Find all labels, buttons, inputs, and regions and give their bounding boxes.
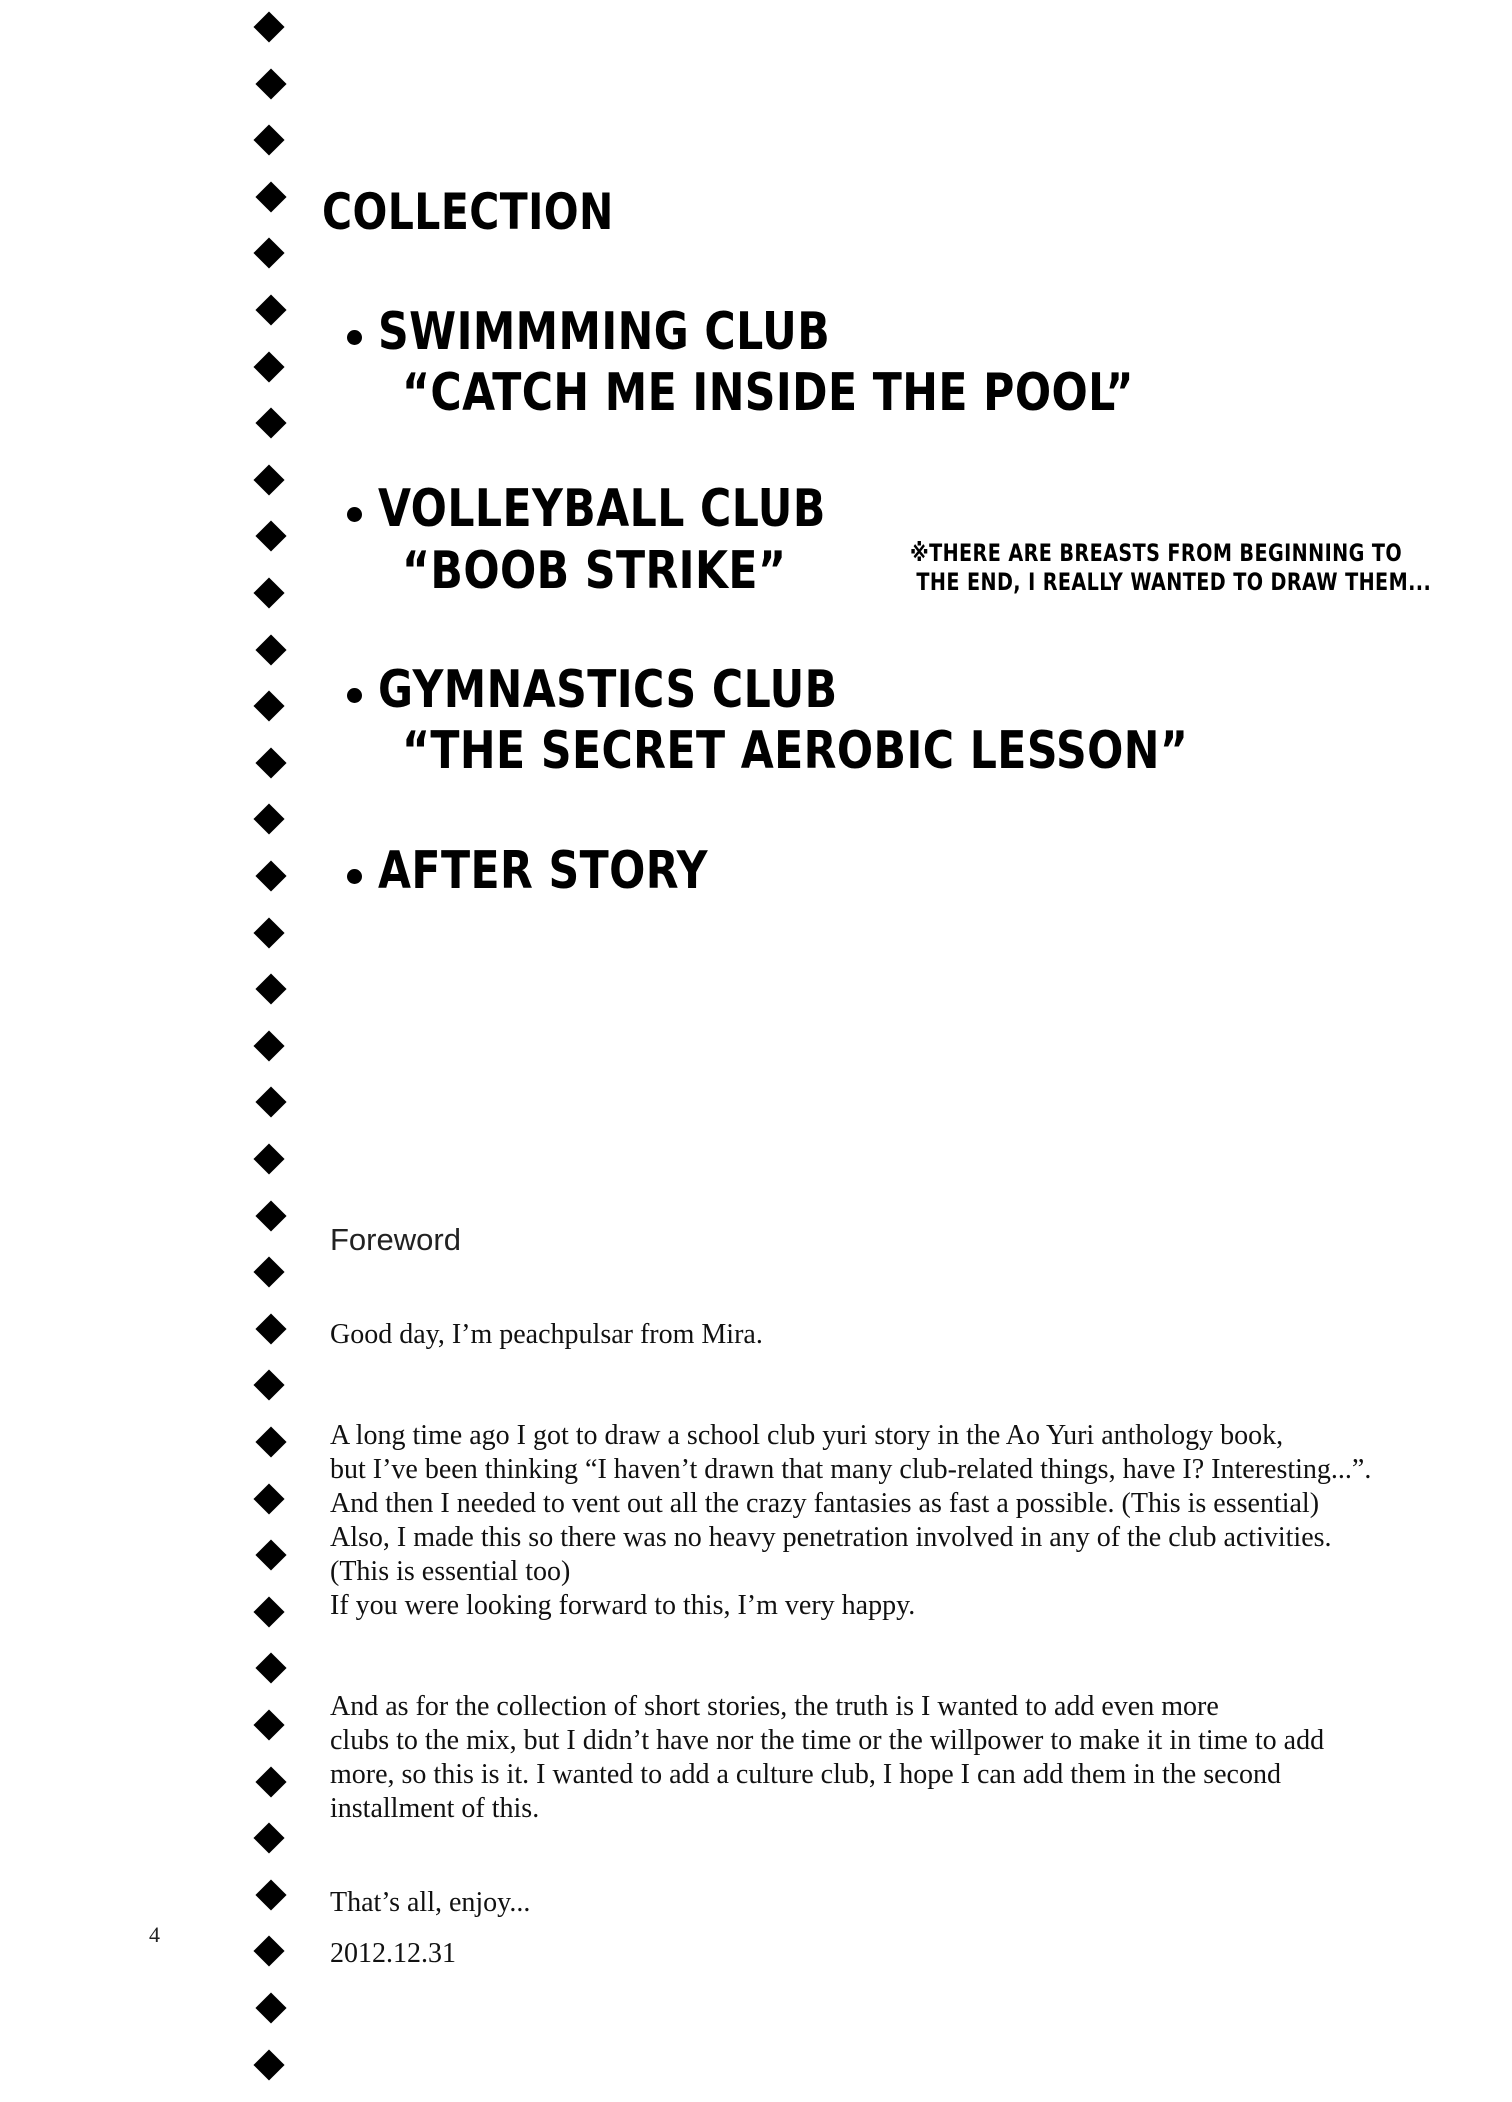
paragraph-line: A long time ago I got to draw a school club yuri story in the Ao Yuri anthology book, [330,1420,1284,1451]
diamond-icon [255,974,286,1005]
toc-item-gymnastics-title: “THE SECRET AEROBIC LESSON” [402,721,1189,781]
collection-heading: COLLECTION [322,183,614,241]
side-note-line: THE END, I REALLY WANTED TO DRAW THEM... [916,568,1432,596]
diamond-icon [253,125,284,156]
diamond-icon [253,2049,284,2080]
paragraph-line: installment of this. [330,1793,540,1824]
toc-bullet [347,507,362,522]
diamond-icon [255,634,286,665]
diamond-icon [255,1087,286,1118]
diamond-icon [253,464,284,495]
diamond-icon [255,68,286,99]
toc-bullet [347,688,362,703]
diamond-icon [253,1709,284,1740]
toc-bullet [347,869,362,884]
diamond-icon [255,1426,286,1457]
diamond-icon [253,804,284,835]
diamond-icon [253,917,284,948]
foreword-paragraph-1 [330,1419,1371,1623]
foreword-greeting: Good day, I’m peachpulsar from Mira. [330,1319,763,1350]
diamond-icon [253,1483,284,1514]
diamond-icon [253,1596,284,1627]
diamond-icon [253,691,284,722]
diamond-icon [255,181,286,212]
diamond-icon [255,1766,286,1797]
page-number: 4 [149,1922,160,1947]
diamond-icon [253,1823,284,1854]
paragraph-line: more, so this is it. I wanted to add a culture club, I hope I can add them in the second [330,1759,1281,1790]
side-note [910,539,1431,597]
diamond-icon [255,408,286,439]
foreword-heading: Foreword [330,1222,461,1257]
diamond-icon [255,1992,286,2023]
diamond-icon [253,1936,284,1967]
foreword-date: 2012.12.31 [330,1938,456,1969]
foreword-paragraph-2 [330,1690,1324,1826]
diamond-icon [255,860,286,891]
paragraph-line: And then I needed to vent out all the crazy fantasies as fast a possible. (This is essential) [330,1488,1320,1519]
diamond-icon [255,747,286,778]
toc-bullet [347,330,362,345]
toc-item-volleyball-club: VOLLEYBALL CLUB [378,479,826,539]
diamond-icon [253,238,284,269]
foreword-closing: That’s all, enjoy... [330,1887,531,1918]
diamond-icon [253,1257,284,1288]
toc-item-volleyball-title: “BOOB STRIKE” [402,541,787,601]
diamond-icon [255,521,286,552]
diamond-icon [253,351,284,382]
diamond-icon [255,1879,286,1910]
diamond-icon [253,1030,284,1061]
diamond-icon [253,1370,284,1401]
paragraph-line: clubs to the mix, but I didn’t have nor the time or the willpower to make it in time to add [330,1725,1325,1756]
diamond-icon [255,1200,286,1231]
paragraph-line: Also, I made this so there was no heavy penetration involved in any of the club activities. [330,1522,1332,1553]
paragraph-line: If you were looking forward to this, I’m very happy. [330,1590,916,1621]
diamond-border [258,0,292,2102]
toc-item-after-story: AFTER STORY [378,841,708,901]
diamond-icon [253,1143,284,1174]
paragraph-line: but I’ve been thinking “I haven’t drawn that many club-related things, have I? Interesting...”. [330,1454,1372,1485]
toc-item-swimming-title: “CATCH ME INSIDE THE POOL” [402,363,1134,423]
side-note-line: ※THERE ARE BREASTS FROM BEGINNING TO [910,539,1403,567]
toc-item-swimming-club: SWIMMMING CLUB [378,302,831,362]
diamond-icon [255,1653,286,1684]
diamond-icon [253,577,284,608]
diamond-icon [255,294,286,325]
paragraph-line: And as for the collection of short stories, the truth is I wanted to add even more [330,1691,1219,1722]
toc-item-gymnastics-club: GYMNASTICS CLUB [378,660,838,720]
diamond-icon [255,1540,286,1571]
diamond-icon [253,11,284,42]
diamond-icon [255,1313,286,1344]
paragraph-line: (This is essential too) [330,1556,571,1587]
